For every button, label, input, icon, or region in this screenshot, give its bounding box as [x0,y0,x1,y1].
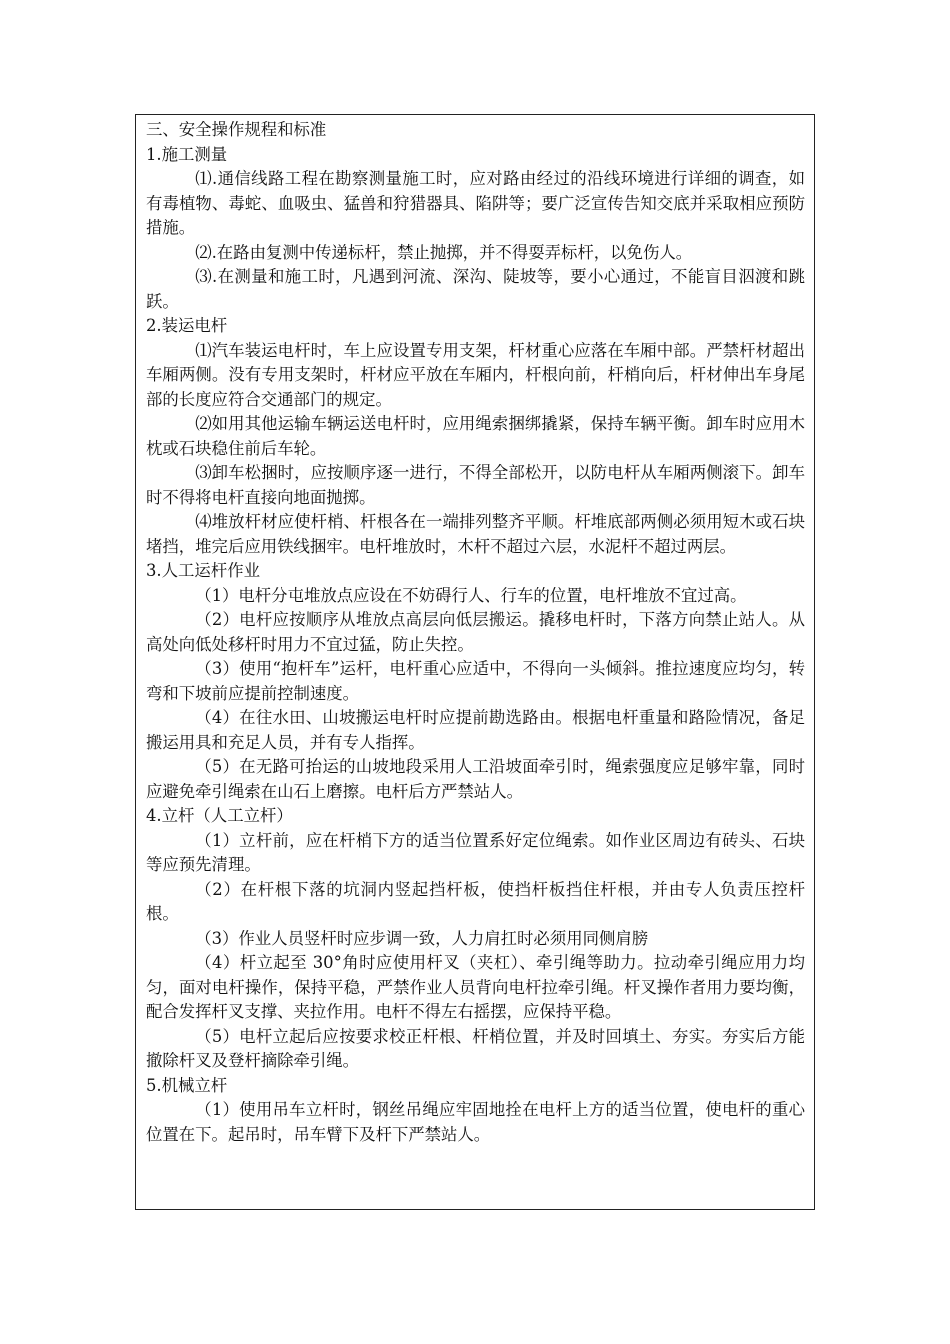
subsection-title-manual-transport: 3.人工运杆作业 [146,561,260,580]
paragraph: ⑶.在测量和施工时，凡遇到河流、深沟、陡坡等，要小心通过，不能盲目泅渡和跳跃。 [146,267,805,311]
paragraph: ⑴.通信线路工程在勘察测量施工时，应对路由经过的沿线环境进行详细的调查，如有毒植物、毒蛇、血吸虫、猛兽和狩猎器具、陷阱等；要广泛宣传告知交底并采取相应预防措施。 [146,169,805,237]
paragraph: （2）在杆根下落的坑洞内竖起挡杆板，使挡杆板挡住杆根，并由专人负责压控杆根。 [146,879,805,923]
paragraph: ⑷堆放杆材应使杆梢、杆根各在一端排列整齐平顺。杆堆底部两侧必须用短木或石块堵挡，堆完后应用铁线捆牢。电杆堆放时，木杆不超过六层，水泥杆不超过两层。 [146,512,805,556]
paragraph: （3）作业人员竖杆时应步调一致，人力肩扛时必须用同侧肩膀 [195,928,649,948]
paragraph: ⑵如用其他运输车辆运送电杆时，应用绳索捆绑撬紧，保持车辆平衡。卸车时应用木枕或石块稳住前后车轮。 [146,414,805,458]
subsection-title-manual-erection: 4.立杆（人工立杆） [146,806,293,825]
paragraph: （4）杆立起至 30°角时应使用杆叉（夹杠）、牵引绳等助力。拉动牵引绳应用力均匀，面对电杆操作，保持平稳，严禁作业人员背向电杆拉牵引绳。杆叉操作者用力要均衡，配合发挥杆叉支撑、夹拉作用。电杆不得左右摇摆，应保持平稳。 [146,953,805,1021]
paragraph: ⑴汽车装运电杆时，车上应设置专用支架，杆材重心应落在车厢中部。严禁杆材超出车厢两侧。没有专用支架时，杆材应平放在车厢内，杆根向前，杆梢向后，杆材伸出车身尾部的长度应符合交通部门的规定。 [146,340,805,409]
paragraph: （1）电杆分屯堆放点应设在不妨碍行人、行车的位置，电杆堆放不宜过高。 [195,585,747,605]
paragraph: （1）立杆前，应在杆梢下方的适当位置系好定位绳索。如作业区周边有砖头、石块等应预先清理。 [146,830,805,874]
subsection-title-mechanical-erection: 5.机械立杆 [146,1075,228,1095]
paragraph: （5）电杆立起后应按要求校正杆根、杆梢位置，并及时回填土、夯实。夯实后方能撤除杆叉及登杆摘除牵引绳。 [146,1026,805,1070]
paragraph: （4）在往水田、山坡搬运电杆时应提前勘选路由。根据电杆重量和路险情况，备足搬运用具和充足人员，并有专人指挥。 [146,708,805,752]
paragraph: ⑶卸车松捆时，应按顺序逐一进行，不得全部松开，以防电杆从车厢两侧滚下。卸车时不得将电杆直接向地面抛掷。 [146,463,805,507]
paragraph: （5）在无路可抬运的山坡地段采用人工沿坡面牵引时，绳索强度应足够牢靠，同时应避免牵引绳索在山石上磨擦。电杆后方严禁站人。 [146,757,805,801]
paragraph: （2）电杆应按顺序从堆放点高层向低层搬运。撬移电杆时，下落方向禁止站人。从高处向低处移杆时用力不宜过猛，防止失控。 [146,610,805,654]
section-title: 三、安全操作规程和标准 [146,120,327,139]
paragraph: （1）使用吊车立杆时，钢丝吊绳应牢固地拴在电杆上方的适当位置，使电杆的重心位置在下。起吊时，吊车臂下及杆下严禁站人。 [146,1100,805,1144]
document-frame [135,114,815,1210]
subsection-title-survey: 1.施工测量 [146,144,228,164]
paragraph: （3）使用“抱杆车”运杆，电杆重心应适中，不得向一头倾斜。推拉速度应均匀，转弯和下坡前应提前控制速度。 [146,659,805,703]
paragraph: ⑵.在路由复测中传递标杆，禁止抛掷，并不得耍弄标杆，以免伤人。 [195,242,693,262]
subsection-title-pole-transport: 2.装运电杆 [146,316,228,335]
